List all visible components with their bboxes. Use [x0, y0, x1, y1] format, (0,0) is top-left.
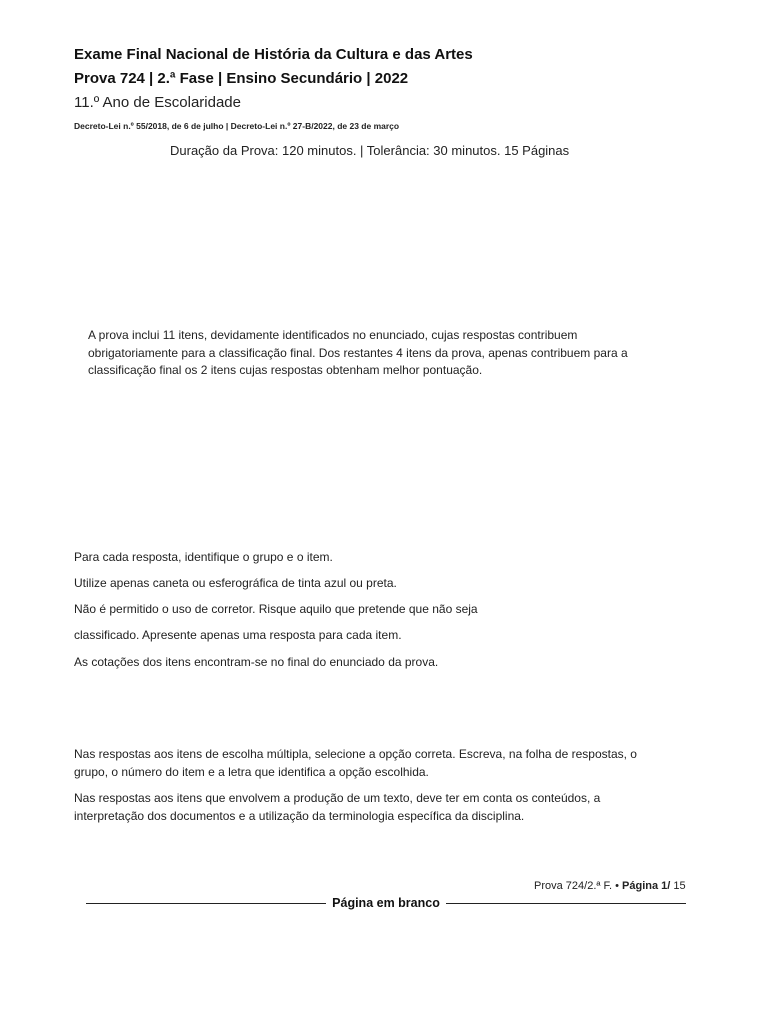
multiple-choice-line-1: Nas respostas aos itens de escolha múltipla, selecione a opção correta. Escreva, na folha de respostas, o	[74, 747, 637, 761]
intro-line-2: obrigatoriamente para a classificação final. Dos restantes 4 itens da prova, apenas contribuem para a	[88, 345, 628, 360]
separator-rule-right	[446, 903, 686, 904]
decree-reference: Decreto-Lei n.º 55/2018, de 6 de julho | Decreto-Lei n.º 27-B/2022, de 23 de março	[74, 121, 400, 131]
instruction-pen: Utilize apenas caneta ou esferográfica de tinta azul ou preta.	[74, 576, 397, 590]
blank-page-separator	[86, 894, 686, 912]
exam-code-line: Prova 724 | 2.ª Fase | Ensino Secundário | 2022	[74, 70, 409, 87]
text-production-guidance	[74, 790, 714, 825]
text-production-line-2: interpretação dos documentos e a utilização da terminologia específica da disciplina.	[74, 808, 525, 823]
exam-reference: Prova 724/2.ª F. •	[534, 880, 619, 892]
intro-line-3: classificação final os 2 itens cujas respostas obtenham melhor pontuação.	[88, 363, 483, 377]
multiple-choice-guidance	[74, 746, 714, 781]
page-total: 15	[673, 880, 686, 892]
exam-duration: Duração da Prova: 120 minutos. | Tolerância: 30 minutos. 15 Páginas	[170, 143, 570, 158]
instruction-identify-item: Para cada resposta, identifique o grupo e o item.	[74, 550, 333, 564]
school-year: 11.º Ano de Escolaridade	[74, 94, 241, 111]
separator-rule-left	[86, 903, 326, 904]
blank-page-label: Página em branco	[332, 896, 440, 910]
intro-paragraph	[88, 327, 688, 380]
page-number-label: Página 1/	[622, 880, 671, 892]
page-footer-reference	[534, 880, 686, 892]
multiple-choice-line-2: grupo, o número do item e a letra que identifica a opção escolhida.	[74, 764, 429, 779]
intro-line-1: A prova inclui 11 itens, devidamente identificados no enunciado, cujas respostas contribuem	[88, 328, 578, 342]
text-production-line-1: Nas respostas aos itens que envolvem a produção de um texto, deve ter em conta os conteúdos, a	[74, 791, 601, 805]
exam-title: Exame Final Nacional de História da Cultura e das Artes	[74, 46, 473, 63]
instruction-no-corrector: Não é permitido o uso de corretor. Risque aquilo que pretende que não seja	[74, 602, 478, 616]
instruction-one-answer: classificado. Apresente apenas uma resposta para cada item.	[74, 628, 402, 642]
instruction-scores: As cotações dos itens encontram-se no final do enunciado da prova.	[74, 655, 439, 669]
